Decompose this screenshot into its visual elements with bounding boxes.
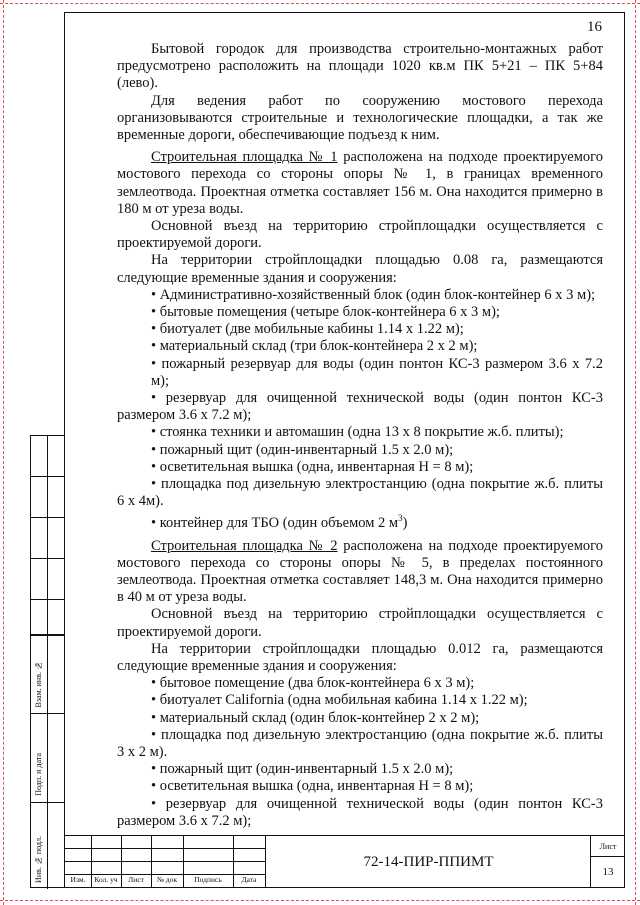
page-number: 16 xyxy=(587,19,602,35)
header-list: Лист xyxy=(128,875,144,884)
header-doc-number: № док xyxy=(156,875,178,884)
header-kol-uch: Кол. уч xyxy=(94,875,118,884)
title-block xyxy=(65,835,624,888)
podp-cell xyxy=(31,714,64,803)
list-item: • бытовое помещение (два блок-контейнера 6 х 3 м); xyxy=(151,675,475,692)
list-item: • площадка под дизельную электростанцию (одна покрытие ж.б. плиты 3 х 2 м). xyxy=(117,726,603,760)
list-item: • осветительная вышка (одна, инвентарная Н = 8 м); xyxy=(151,778,474,795)
list-item: • пожарный щит (один-инвентарный 1.5 х 2.0 м); xyxy=(151,761,454,778)
site-2-text: расположена на подходе проектируемого мостового перехода со стороны опоры № 5, в пределах постоянного землеотвода. Проектная отметка составляет 148,3 м. Она находится примерно в 40 м от уреза воды. xyxy=(117,537,604,606)
superscript: 3 xyxy=(398,513,403,524)
list-item: • резервуар для очищенной технической воды (один понтон КС-3 размером 3.6 х 7.2 м); xyxy=(117,795,603,829)
list-item: • пожарный щит (один-инвентарный 1.5 х 2.0 м); xyxy=(151,441,454,458)
list-item-last-end: ) xyxy=(402,515,408,532)
page-frame xyxy=(64,12,625,888)
paragraph-entry-2: Основной въезд на территорию стройплощадки осуществляется с проектируемой дороги. xyxy=(117,606,603,640)
vzam-label: Взам. инв. № xyxy=(34,660,43,707)
header-izm: Изм. xyxy=(70,875,86,884)
list-item: • бытовые помещения (четыре блок-контейнера 6 х 3 м); xyxy=(151,304,500,321)
document-body xyxy=(117,41,603,830)
list-item: • осветительная вышка (одна, инвентарная Н = 8 м); xyxy=(151,458,474,475)
sheet-label: Лист xyxy=(591,840,625,857)
sheet-number: 13 xyxy=(602,866,614,878)
paragraph-entry-1: Основной въезд на территорию стройплощадки осуществляется с проектируемой дороги. xyxy=(117,218,603,252)
list-item-last-text: • контейнер для ТБО (один объемом 2 м xyxy=(151,515,399,532)
list-item: • резервуар для очищенной технической воды (один понтон КС-3 размером 3.6 х 7.2 м); xyxy=(117,390,603,424)
sidebar-approval-block xyxy=(30,635,64,888)
paragraph-site-2 xyxy=(117,538,603,607)
inv-cell xyxy=(31,803,64,889)
paragraph-sites-intro: Для ведения работ по сооружению мостового перехода организовываются строительные и технологические площадки, а так же временные дороги, обеспечивающие подъезд к ним. xyxy=(117,92,603,144)
list-item: • Административно-хозяйственный блок (один блок-контейнер 6 х 3 м); xyxy=(151,286,596,303)
sheet-box xyxy=(590,836,625,888)
sidebar-upper-grid xyxy=(30,435,64,635)
cut-line-right xyxy=(635,0,636,905)
cut-line-bottom xyxy=(0,900,640,901)
list-item: • материальный склад (три блок-контейнера 2 х 2 м); xyxy=(151,338,478,355)
paragraph-camp: Бытовой городок для производства строительно-монтажных работ предусмотрено расположить на площади 1020 кв.м ПК 5+21 – ПК 5+84 (лево). xyxy=(117,41,603,92)
list-item: • биотуалет California (одна мобильная кабина 1.14 х 1.22 м); xyxy=(151,692,528,709)
header-signature: Подпись xyxy=(194,875,222,884)
cut-line-left xyxy=(3,0,4,905)
list-item: • материальный склад (один блок-контейнер 2 х 2 м); xyxy=(151,709,480,726)
list-item: • биотуалет (две мобильные кабины 1.14 х 1.22 м); xyxy=(151,321,464,338)
inv-label: Инв. № подл. xyxy=(34,836,43,883)
site-1-text: расположена на подходе проектируемого мостового перехода со стороны опоры № 1, в границах временного землеотвода. Проектная отметка составляет 156 м. Она находится примерно в 180 м от уреза воды. xyxy=(117,149,604,217)
podp-label: Подп. и дата xyxy=(34,753,43,796)
document-code: 72-14-ПИР-ППИМТ xyxy=(265,836,591,888)
paragraph-area-2: На территории стройплощадки площадью 0.012 га, размещаются следующие временные здания и сооружения: xyxy=(117,640,603,674)
list-item: • площадка под дизельную электростанцию (одна покрытие ж.б. плиты 6 х 4м). xyxy=(117,476,603,510)
list-item: • стоянка техники и автомашин (одна 13 х 8 покрытие ж.б. плиты); xyxy=(151,424,564,441)
site-1-title: Строительная площадка № 1 xyxy=(151,149,338,166)
paragraph-site-1 xyxy=(117,149,603,218)
header-date: Дата xyxy=(241,875,257,884)
site-2-title: Строительная площадка № 2 xyxy=(151,537,338,554)
cut-line-top xyxy=(0,3,640,4)
paragraph-area-1: На территории стройплощадки площадью 0.08 га, размещаются следующие временные здания и сооружения: xyxy=(117,252,603,286)
list-item: • пожарный резервуар для воды (один понтон КС-3 размером 3.6 х 7.2 м); xyxy=(151,355,603,389)
list-item-last xyxy=(117,510,603,532)
vzam-cell xyxy=(31,636,64,714)
revision-grid xyxy=(65,836,265,888)
